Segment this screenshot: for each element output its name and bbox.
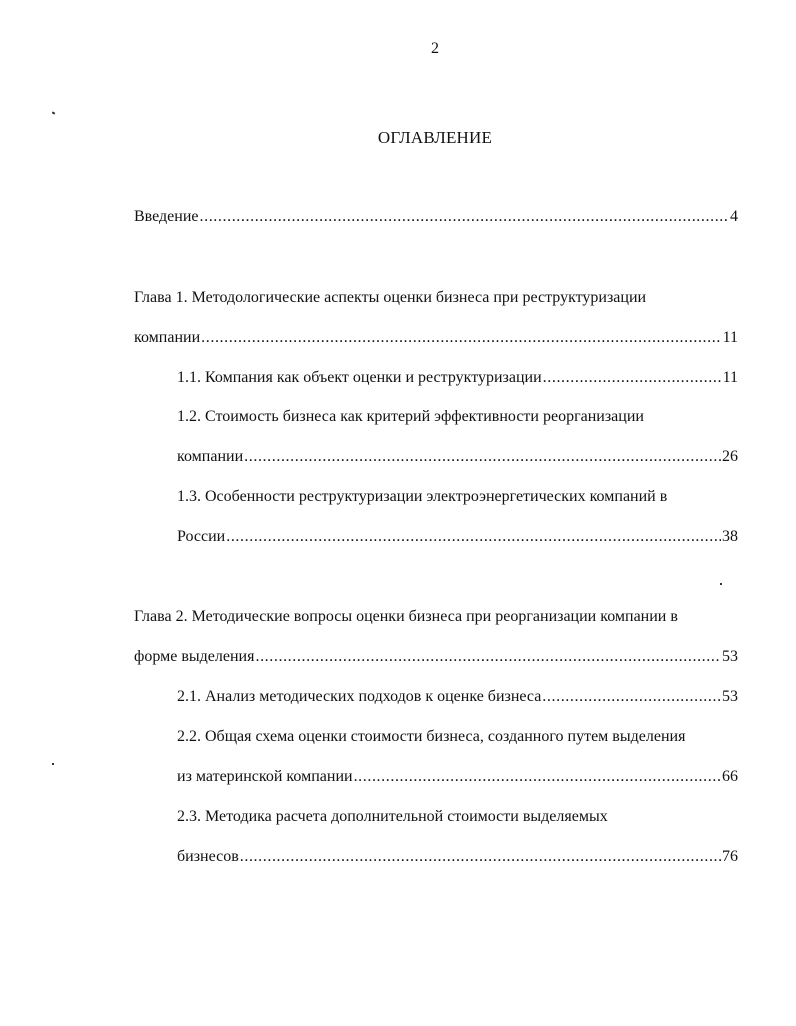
toc-entry-page: 11 <box>722 329 738 346</box>
toc-entry-page: 66 <box>722 768 738 785</box>
dot-leader <box>354 765 721 789</box>
toc-section-2-1 <box>177 685 738 709</box>
toc-section-1-2 <box>177 445 738 469</box>
page-number: 2 <box>431 40 439 57</box>
toc-section-2-3-title: 2.3. Методика расчета дополнительной стоимости выделяемых <box>177 808 608 825</box>
scan-speck <box>52 763 54 765</box>
dot-leader <box>244 445 721 469</box>
toc-entry-label: России <box>177 528 226 545</box>
toc-chapter-1-title: Глава 1. Методологические аспекты оценки бизнеса при реструктуризации <box>134 289 647 306</box>
dot-leader <box>201 326 721 350</box>
toc-entry-page: 11 <box>722 369 738 386</box>
toc-section-2-2-title: 2.2. Общая схема оценки стоимости бизнеса, созданного путем выделения <box>177 728 686 745</box>
toc-entry-page: 53 <box>722 648 738 665</box>
toc-entry-label: Введение <box>134 208 199 225</box>
toc-entry-label: из материнской компании <box>177 768 353 785</box>
dot-leader <box>542 685 721 709</box>
toc-entry-label: компании <box>134 329 201 346</box>
toc-entry-page: 38 <box>722 528 738 545</box>
toc-entry-intro <box>134 205 738 229</box>
toc-entry-label: 1.1. Компания как объект оценки и реструктуризации <box>177 369 542 386</box>
toc-section-1-2-title: 1.2. Стоимость бизнеса как критерий эффективности реорганизации <box>177 408 644 425</box>
dot-leader <box>255 645 721 669</box>
dot-leader <box>240 845 721 869</box>
toc-section-2-3 <box>177 845 738 869</box>
toc-chapter-2-title: Глава 2. Методические вопросы оценки бизнеса при реорганизации компании в <box>134 608 678 625</box>
toc-section-1-3-title: 1.3. Особенности реструктуризации электроэнергетических компаний в <box>177 488 668 505</box>
toc-section-2-2 <box>177 765 738 789</box>
toc-chapter-1 <box>134 326 738 350</box>
toc-entry-label: компании <box>177 448 244 465</box>
dot-leader <box>543 366 722 390</box>
toc-entry-page: 76 <box>722 848 738 865</box>
dot-leader <box>226 525 721 549</box>
toc-entry-page: 53 <box>722 688 738 705</box>
toc-section-1-1 <box>177 366 738 390</box>
scan-speck <box>52 111 56 114</box>
toc-chapter-2 <box>134 645 738 669</box>
toc-section-1-3 <box>177 525 738 549</box>
toc-entry-label: форме выделения <box>134 648 255 665</box>
scan-speck <box>720 583 722 585</box>
dot-leader <box>200 205 730 229</box>
toc-entry-page: 4 <box>730 208 738 225</box>
document-title: ОГЛАВЛЕНИЕ <box>377 128 493 147</box>
toc-entry-label: 2.1. Анализ методических подходов к оценке бизнеса <box>177 688 542 705</box>
toc-entry-label: бизнесов <box>177 848 239 865</box>
toc-entry-page: 26 <box>722 448 738 465</box>
